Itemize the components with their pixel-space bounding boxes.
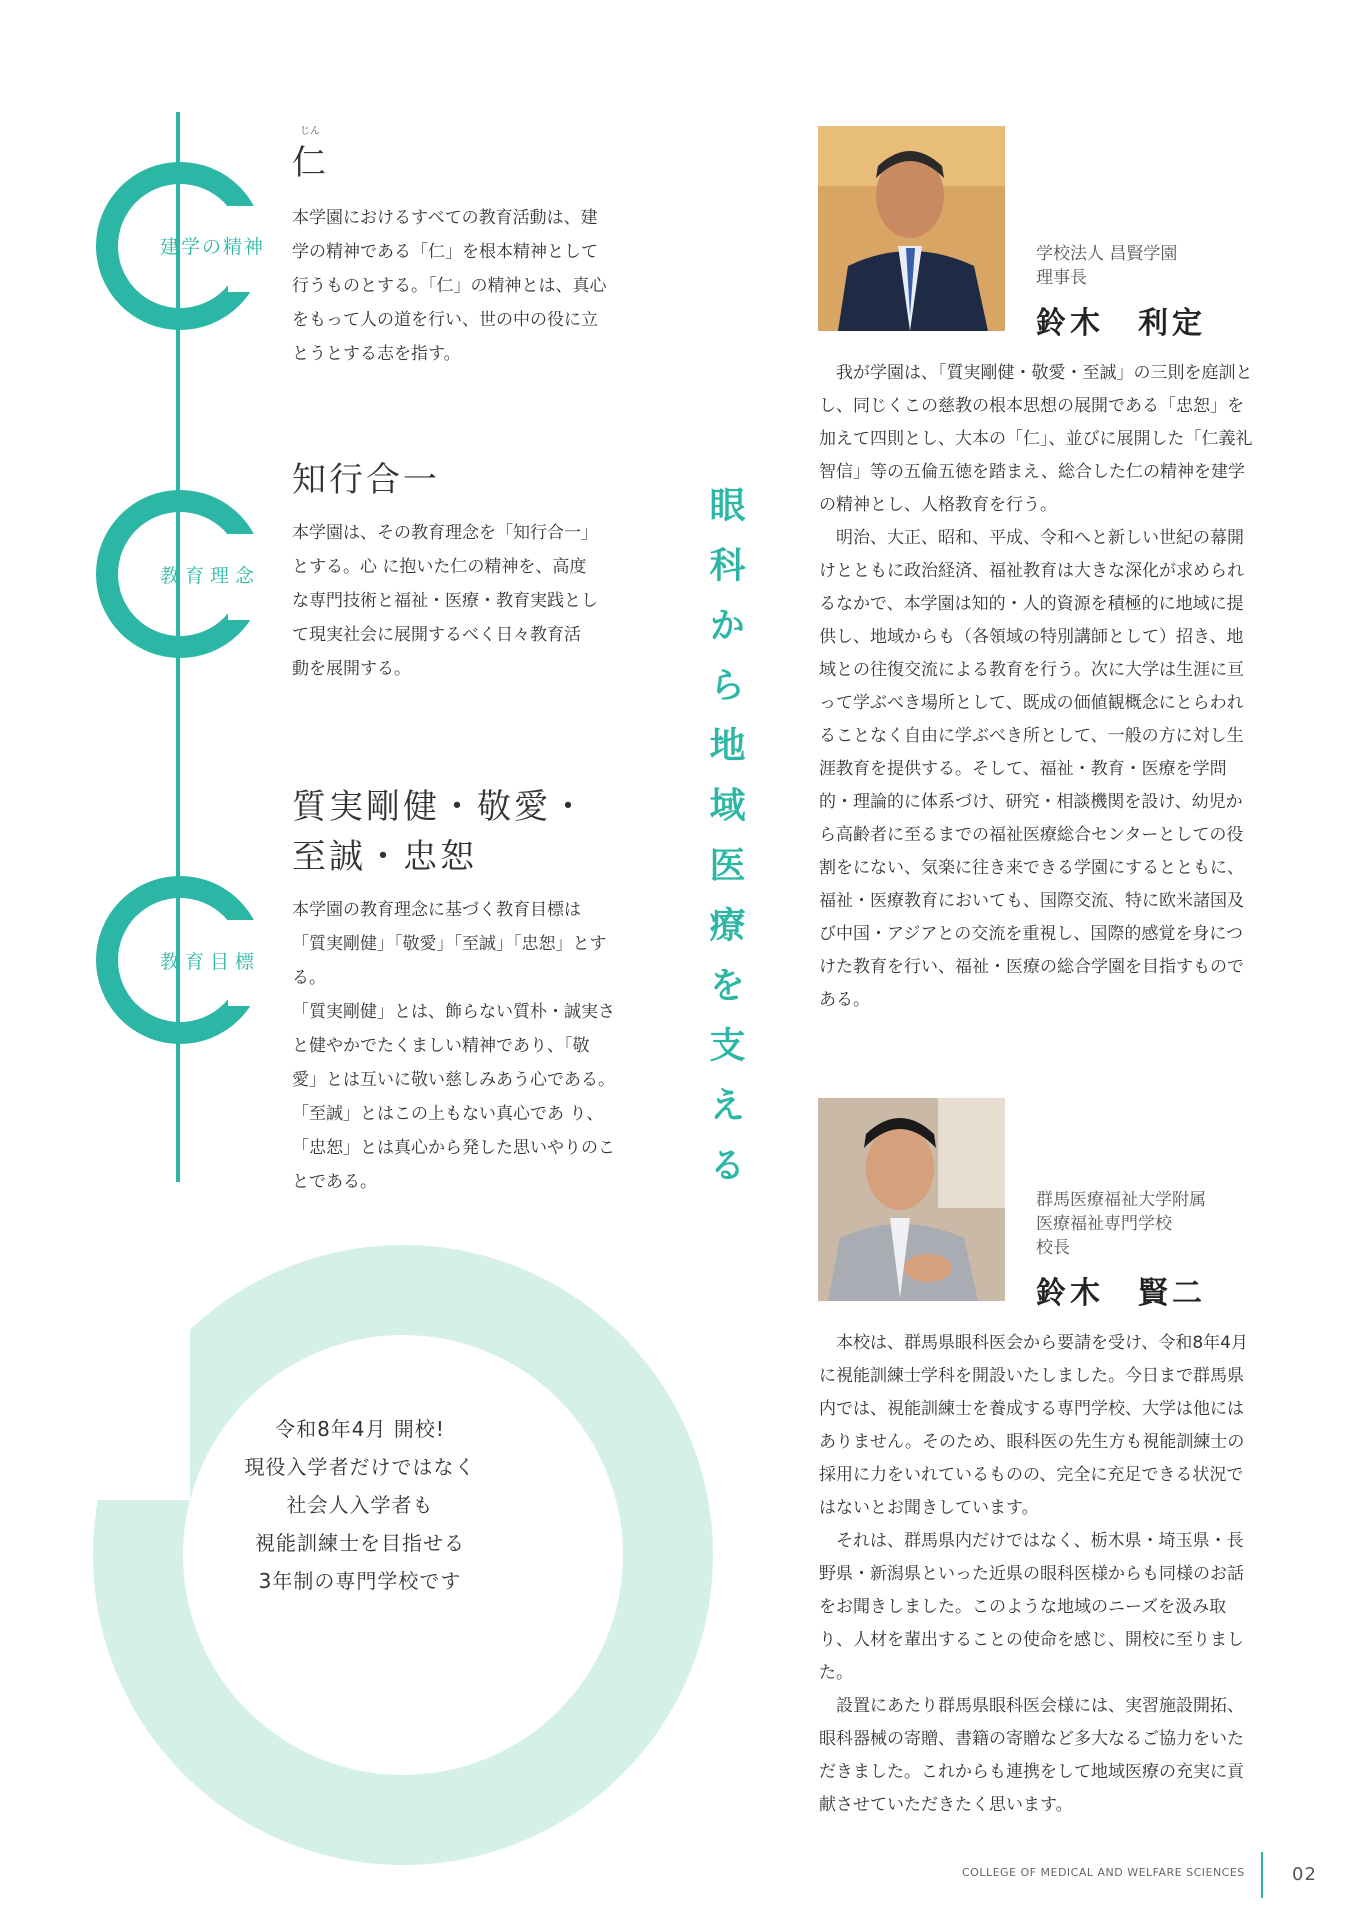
chairman-affiliation: 学校法人 昌賢学園 理事長 xyxy=(1036,244,1178,288)
vertical-heading: 眼科から地域医療を支える xyxy=(704,486,746,1206)
section-body-goals: 本学園の教育理念に基づく教育目標は 「質実剛健」「敬愛」「至誠」「忠恕」とする。 「質実剛健」とは、飾らない質朴・誠実さ と健やかでたくましい精神であり、「敬 愛」とは互いに敬い慈しみあう心である。 「至誠」とはこの上もない真心であ り、 「忠恕」とは真心から発した思いやりのこ とである。 xyxy=(292,900,615,1192)
catch-copy: 令和8年4月 開校! 現役入学者だけではなく 社会人入学者も 視能訓練士を目指せる 3年制の専門学校です xyxy=(244,1417,476,1593)
page-number: 02 xyxy=(1292,1864,1317,1885)
title-ruby: じん xyxy=(300,126,320,137)
principal-name: 鈴木 賢二 xyxy=(1036,1276,1206,1311)
footer-college-name: COLLEGE OF MEDICAL AND WELFARE SCIENCES xyxy=(962,1866,1245,1879)
section-body-jin: 本学園におけるすべての教育活動は、建 学の精神である「仁」を根本精神として 行うものとする。「仁」の精神とは、真心 をもって人の道を行い、世の中の役に立 とうとする志を指す。 xyxy=(292,208,607,364)
chairman-photo xyxy=(818,126,1005,331)
section-body-chikogoitsu: 本学園は、その教育理念を「知行合一」 とする。心 に抱いた仁の精神を、高度 な専門技術と福祉・医療・教育実践とし て現実社会に展開するべく日々教育活 動を展開する。 xyxy=(292,523,598,679)
ring-label-educational-goals: 教育目標 xyxy=(160,951,261,973)
portrait-image-icon xyxy=(818,126,1005,331)
ring-label-founding-spirit: 建学の精神 xyxy=(160,236,266,258)
principal-affiliation: 群馬医療福祉大学附属 医療福祉専門学校 校長 xyxy=(1036,1190,1206,1258)
chairman-message: 我が学園は、「質実剛健・敬愛・至誠」の三則を庭訓とし、同じくこの慈教の根本思想の展開である「忠恕」を加えて四則とし、大本の「仁」、並びに展開した「仁義礼智信」等の五倫五徳を踏まえ、総合した仁の精神を建学の精神とし、人格教育を行う。 明治、大正、昭和、平成、令和へと新しい世紀の幕開けとともに政治経済、福祉教育は大きな深化が求められるなかで、本学園は知的・人的資源を積極的に地域に提供し、地域からも（各領域の特別講師として）招き、地域との往復交流による教育を行う。次に大学は生涯に亘って学ぶべき場所として、既成の価値観概念にとらわれることなく自由に学ぶべき所として、一般の方に対し生涯教育を提供する。そして、福祉・教育・医療を学問的・理論的に体系づけ、研究・相談機関を設け、幼児から高齢者に至るまでの福祉医療総合センターとしての役割をにない、気楽に往き来できる学園にするとともに、福祉・医療教育においても、国際交流、特に欧米諸国及び中国・アジアとの交流を重視し、国際的感覚を身につけた教育を行い、福祉・医療の総合学園を目指すものである。 xyxy=(819,363,1253,1010)
principal-message: 本校は、群馬県眼科医会から要請を受け、令和8年4月に視能訓練士学科を開設いたしました。今日まで群馬県内では、視能訓練士を養成する専門学校、大学は他にはありません。そのため、眼科医の先生方も視能訓練士の採用に力をいれているものの、完全に充足できる状況ではないとお聞きしています。 それは、群馬県内だけではなく、栃木県・埼玉県・長野県・新潟県といった近県の眼科医様からも同様のお話をお聞きしました。このような地域のニーズを汲み取り、人材を輩出することの使命を感じ、開校に至りました。 設置にあたり群馬県眼科医会様には、実習施設開拓、眼科器械の寄贈、書籍の寄贈など多大なるご協力をいただきました。これからも連携をして地域医療の充実に貢献させていただきたく思います。 xyxy=(819,1333,1248,1815)
section-title-jin: 仁 xyxy=(292,143,329,183)
big-ring-gap xyxy=(70,1320,190,1500)
footer-divider xyxy=(1261,1852,1263,1898)
section-title-goals: 質実剛健・敬愛・ 至誠・忠恕 xyxy=(292,787,588,877)
section-title-chikogoitsu: 知行合一 xyxy=(292,460,440,500)
principal-photo xyxy=(818,1098,1005,1301)
portrait-image-icon xyxy=(818,1098,1005,1301)
ring-label-educational-philosophy: 教育理念 xyxy=(160,565,261,587)
chairman-name: 鈴木 利定 xyxy=(1036,306,1206,341)
